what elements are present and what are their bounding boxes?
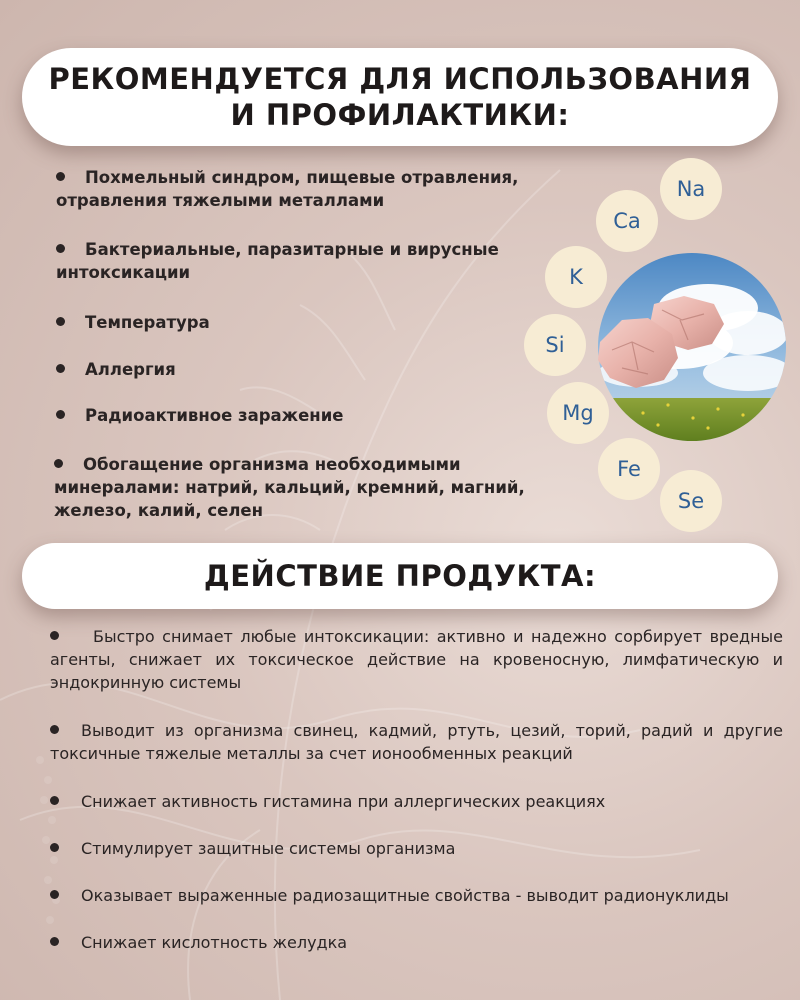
product-action-heading [22, 543, 778, 609]
bullet-icon [56, 364, 65, 373]
list-item: Температура [56, 311, 210, 334]
bullet-icon [56, 172, 65, 181]
list-item: Аллергия [56, 358, 176, 381]
bullet-icon [54, 459, 63, 468]
bullet-icon [56, 317, 65, 326]
list-item: Снижает кислотность желудка [50, 931, 347, 954]
list-item: Выводит из организма свинец, кадмий, ртуть, цезий, торий, радий и другие токсичные тяжелые металлы за счет ионообменных реакций [50, 721, 783, 763]
recommendations-heading-line2: И ПРОФИЛАКТИКИ: [230, 98, 570, 132]
element-bubble-ca: Ca [596, 190, 658, 252]
element-bubble-se: Se [660, 470, 722, 532]
list-item: Радиоактивное заражение [56, 404, 343, 427]
element-bubble-fe: Fe [598, 438, 660, 500]
element-bubble-mg: Mg [547, 382, 609, 444]
recommendations-heading [22, 48, 778, 146]
list-item: Стимулирует защитные системы организма [50, 837, 455, 860]
bullet-icon [50, 843, 59, 852]
list-item: Бактериальные, паразитарные и вирусные интоксикации [56, 240, 499, 282]
list-item: Снижает активность гистамина при аллергических реакциях [50, 790, 605, 813]
product-action-heading-title: ДЕЙСТВИЕ ПРОДУКТА: [203, 559, 597, 593]
element-bubble-na: Na [660, 158, 722, 220]
list-item: Похмельный синдром, пищевые отравления, отравления тяжелыми металлами [56, 168, 519, 210]
element-bubble-si: Si [524, 314, 586, 376]
bullet-icon [50, 937, 59, 946]
mineral-rocks-image [592, 290, 732, 400]
list-item: Обогащение организма необходимыми минералами: натрий, кальций, кремний, магний, железо, калий, селен [54, 455, 525, 520]
recommendations-heading-line1: РЕКОМЕНДУЕТСЯ ДЛЯ ИСПОЛЬЗОВАНИЯ [48, 62, 752, 96]
list-item: Оказывает выраженные радиозащитные свойства - выводит радионуклиды [50, 884, 729, 907]
bullet-icon [50, 725, 59, 734]
bullet-icon [50, 631, 59, 640]
bullet-icon [50, 890, 59, 899]
element-bubble-k: K [545, 246, 607, 308]
bullet-icon [56, 244, 65, 253]
bullet-icon [50, 796, 59, 805]
bullet-icon [56, 410, 65, 419]
list-item: Быстро снимает любые интоксикации: активно и надежно сорбирует вредные агенты, снижает их токсическое действие на кровеносную, лимфатическую и эндокринную системы [50, 627, 783, 692]
